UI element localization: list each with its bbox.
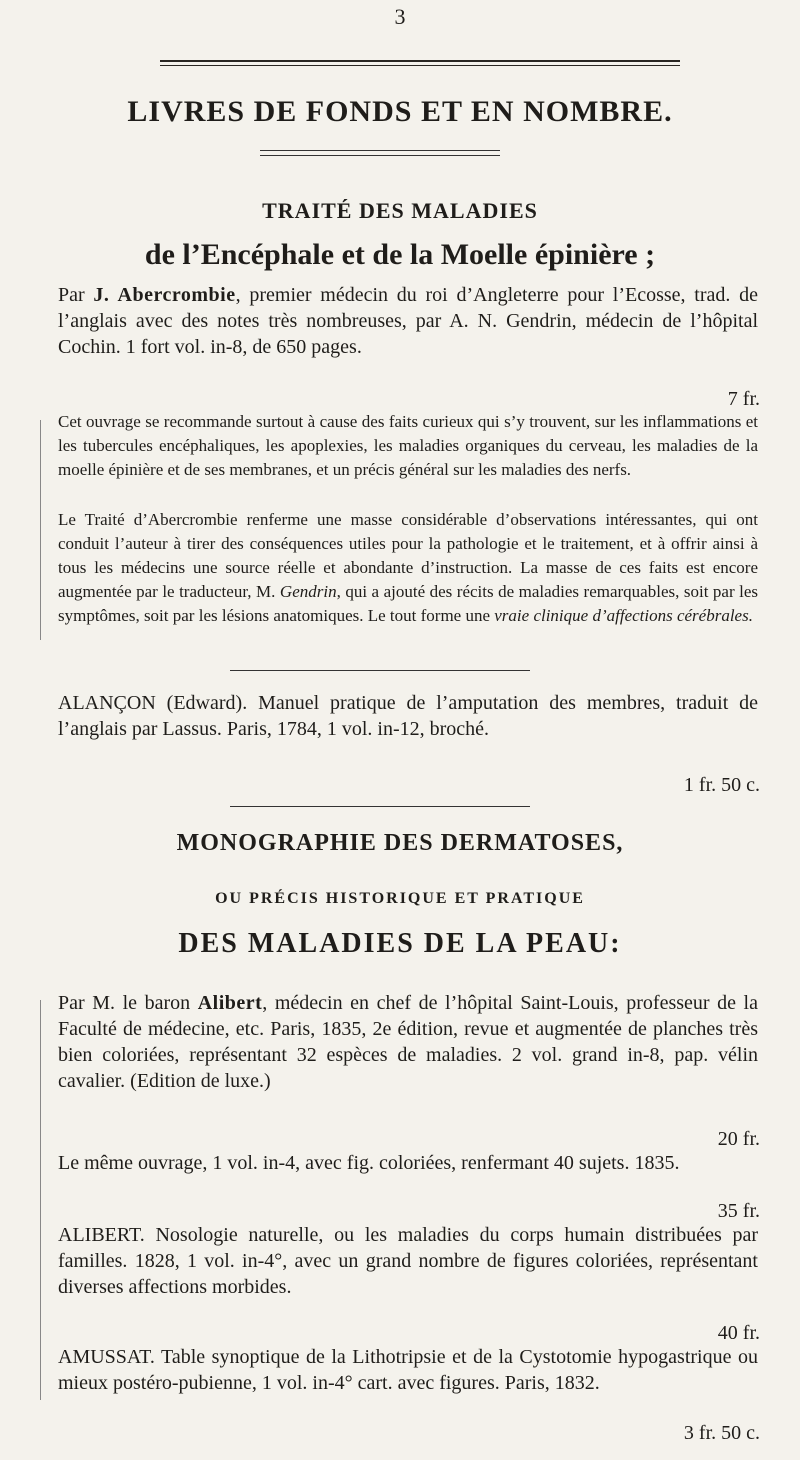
entry-1-desc2-start: Le Traité d’Abercrombie renferme une masse considérable d’observations intéressantes, qui ont conduit l’auteur à tirer des conséquences utiles pour la pathologie et le traitement, et à offrir ainsi à tous les médecins une source réelle et abondante d’instruction. La masse de ces faits est encore augmentée par le traducteur, M. <box>58 510 758 601</box>
header-rule-bottom-thin <box>260 155 500 156</box>
margin-mark-1 <box>40 420 41 640</box>
entry-3-second-price: 35 fr. <box>717 1200 760 1222</box>
entry-2-price: 1 fr. 50 c. <box>683 774 760 796</box>
entry-3-title-line2: OU PRÉCIS HISTORIQUE ET PRATIQUE <box>215 890 585 907</box>
entry-2-description <box>58 690 758 742</box>
entry-1-description: Par J. Abercrombie, premier médecin du roi d’Angleterre pour l’Ecosse, trad. de l’anglais avec des notes très nombreuses, par A. N. Gendrin, médecin de l’hôpital Cochin. 1 fort vol. in-8, de 650 pages. <box>58 284 758 358</box>
entry-3-author: Alibert <box>197 992 263 1014</box>
header-rule-top <box>160 60 680 62</box>
entry-2-author: ALANÇON (Edward) <box>58 692 243 714</box>
entry-1-author: J. Abercrombie <box>93 284 236 306</box>
page-header: LIVRES DE FONDS ET EN NOMBRE. <box>127 95 673 128</box>
entry-1-translator: Gendrin <box>279 582 337 601</box>
entry-5-body: . Table synoptique de la Lithotripsie et de la Cystotomie hypogastrique ou mieux postéro-pubienne, 1 vol. in-4° cart. avec figures. Paris, 1832. <box>58 1346 758 1394</box>
entry-1-price: 7 fr. <box>727 388 760 410</box>
entry-4-price: 40 fr. <box>717 1322 760 1344</box>
entry-4-body: . Nosologie naturelle, ou les maladies du corps humain distribuées par familles. 1828, 1 vol. in-4°, avec un grand nombre de figures coloriées, représentant diverses affections morbides. <box>58 1224 758 1298</box>
entry-1-summary <box>58 410 758 482</box>
entry-1-body: , premier médecin du roi d’Angleterre pour l’Ecosse, trad. de l’anglais avec des notes très nombreuses, par A. N. Gendrin, médecin de l’hôpital Cochin. 1 fort vol. in-8, de 650 pages. <box>58 284 758 358</box>
divider-1 <box>230 670 530 671</box>
entry-3-description <box>58 990 758 1094</box>
entry-2-body: . Manuel pratique de l’amputation des membres, traduit de l’anglais par Lassus. Paris, 1784, 1 vol. in-12, broché. <box>58 692 759 740</box>
divider-2 <box>230 806 530 807</box>
entry-1-desc2-mid: , qui a ajouté des récits de maladies remarquables, soit par les symptômes, soit par les lésions anatomiques. Le tout forme une <box>58 582 758 625</box>
entry-1-desc2-italic: vraie clinique d’affections cérébrales. <box>494 606 753 625</box>
entry-5-author: AMUSSAT <box>58 1346 150 1368</box>
entry-4-description <box>58 1222 758 1300</box>
entry-4-author: ALIBERT <box>58 1224 140 1246</box>
entry-3-title-line1: MONOGRAPHIE DES DERMATOSES, <box>176 830 624 856</box>
header-rule-top-thin <box>160 65 680 66</box>
entry-5-price: 3 fr. 50 c. <box>683 1422 760 1444</box>
entry-3-body: , médecin en chef de l’hôpital Saint-Louis, professeur de la Faculté de médecine, etc. Paris, 1835, 2e édition, revue et augmentée de planches très bien coloriées, représentant 32 espèces de maladies. 2 vol. grand in-8, pap. vélin cavalier. (Edition de luxe.) <box>58 992 758 1092</box>
entry-1-title-line1: TRAITÉ DES MALADIES <box>262 198 538 223</box>
entry-3-second-edition: Le même ouvrage, 1 vol. in-4, avec fig. coloriées, renfermant 40 sujets. 1835. <box>58 1152 680 1174</box>
entry-1-title-line2: de l’Encéphale et de la Moelle épinière ; <box>144 238 656 271</box>
entry-1-review <box>58 508 758 628</box>
margin-mark-2 <box>40 1000 41 1400</box>
entry-3-title-line3: DES MALADIES DE LA PEAU: <box>178 928 622 959</box>
entry-3-author-prefix: Par M. le baron <box>58 992 198 1014</box>
entry-1-desc1: Cet ouvrage se recommande surtout à cause des faits curieux qui s’y trouvent, sur les inflammations et les tubercules encéphaliques, les apoplexies, les maladies organiques du cerveau, les maladies de la moelle épinière et de ses membranes, et un précis général sur les maladies des nerfs. <box>58 412 758 479</box>
entry-5-description <box>58 1344 758 1396</box>
page-number: 3 <box>394 4 406 29</box>
entry-3-price: 20 fr. <box>717 1128 760 1150</box>
header-rule-bottom <box>260 150 500 151</box>
